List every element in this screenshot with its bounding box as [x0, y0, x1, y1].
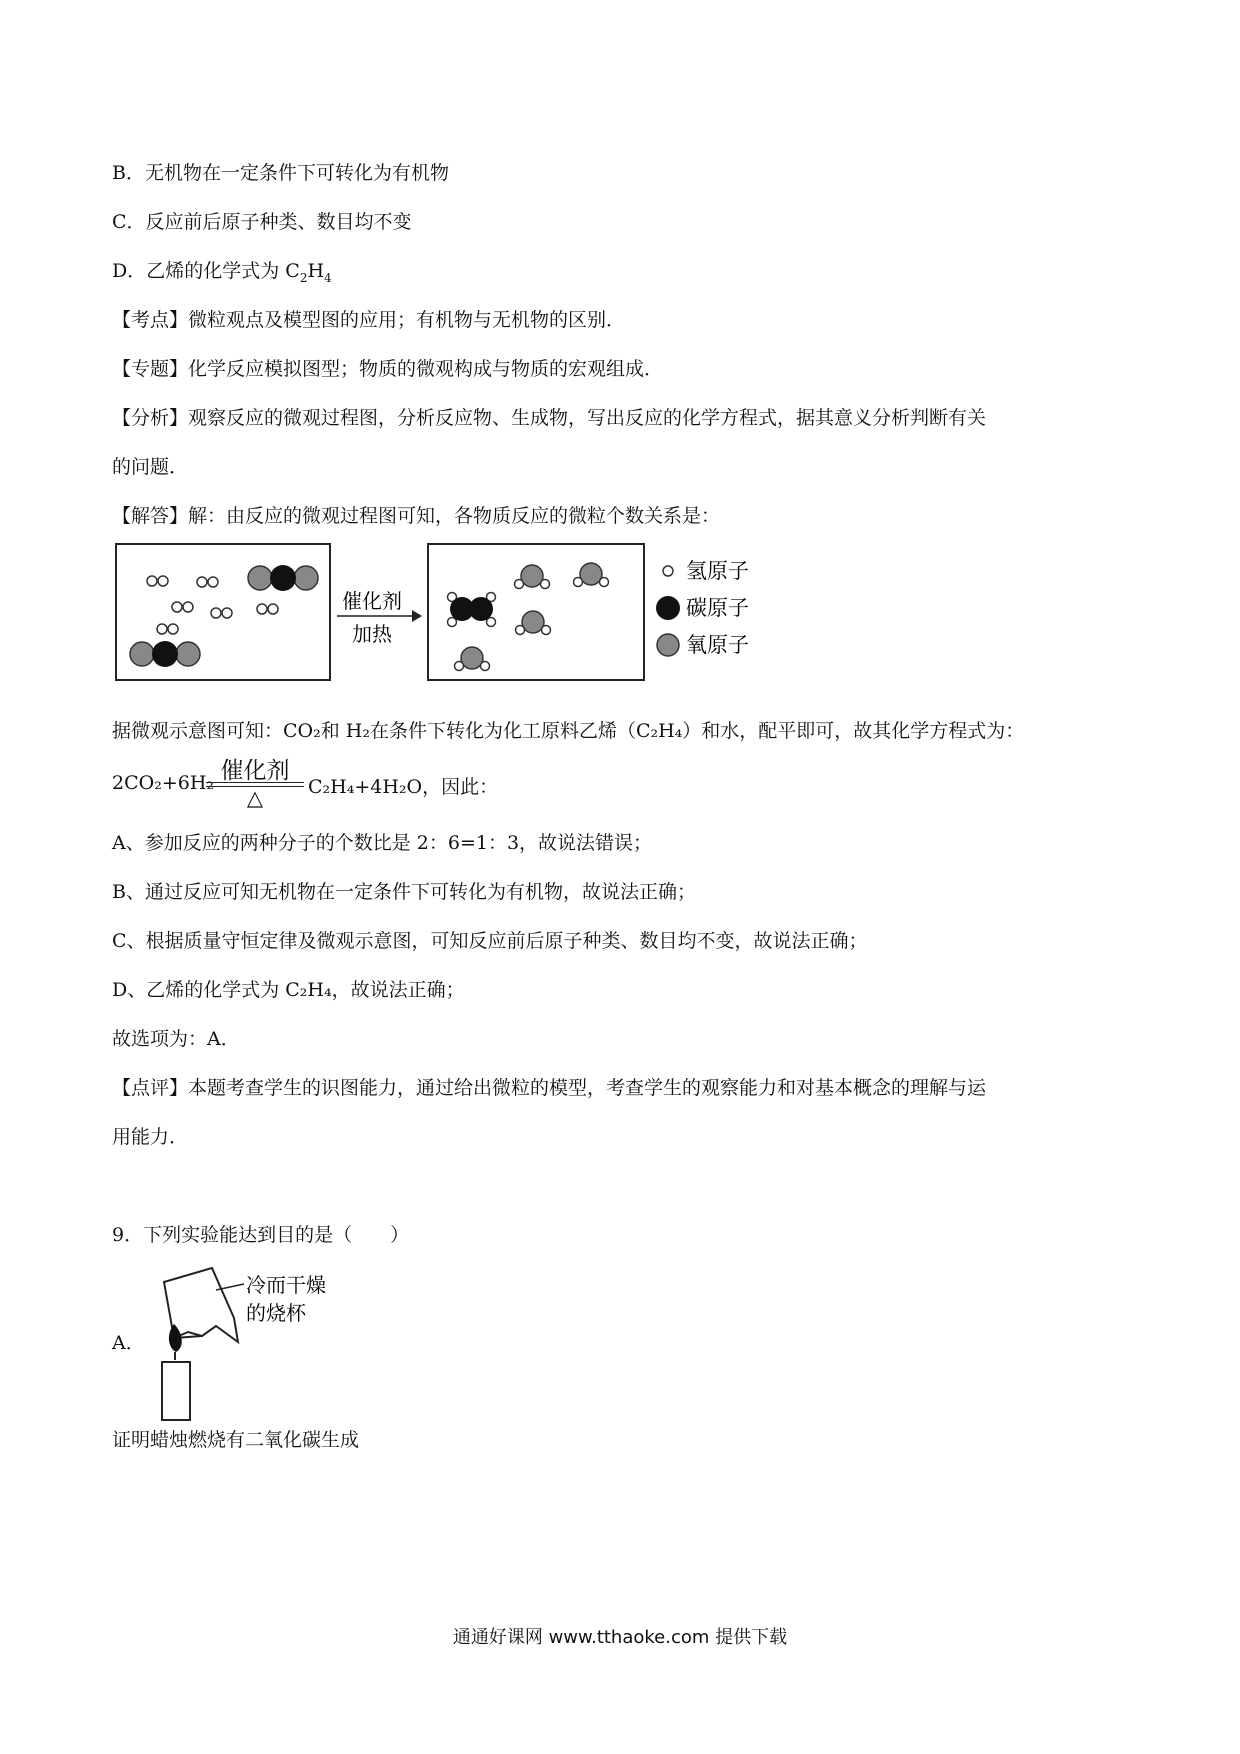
option-c: C．反应前后原子种类、数目均不变	[112, 211, 412, 233]
legend-oxygen: 氧原子	[686, 633, 749, 657]
question-9-option-a-caption: 证明蜡烛燃烧有二氧化碳生成	[112, 1429, 360, 1451]
candle-beaker-figure	[144, 1262, 344, 1422]
beaker-label-1: 冷而干燥	[246, 1273, 326, 1297]
page-footer: 通通好课网 www.tthaoke.com 提供下载	[452, 1627, 788, 1648]
option-d-sub1: 2	[299, 270, 308, 285]
ju-line: 据微观示意图可知：CO₂和 H₂在条件下转化为化工原料乙烯（C₂H₄）和水，配平即可，故其化学方程式为：	[112, 720, 1025, 742]
arrow-condition-bottom: 加热	[352, 622, 392, 646]
explain-a: A、参加反应的两种分子的个数比是 2：6=1：3，故说法错误；	[112, 832, 653, 854]
equation-bar-1	[206, 782, 304, 783]
legend-hydrogen: 氢原子	[686, 559, 749, 583]
option-d	[112, 258, 332, 291]
fenxi-line-1: 【分析】观察反应的微观过程图，分析反应物、生成物，写出反应的化学方程式，据其意义分析判断有关	[112, 407, 987, 429]
answer: 故选项为：A．	[112, 1028, 240, 1050]
beaker-label-2: 的烧杯	[246, 1301, 306, 1325]
flame-icon	[169, 1324, 182, 1352]
explain-c: C、根据质量守恒定律及微观示意图，可知反应前后原子种类、数目均不变，故说法正确；	[112, 930, 868, 952]
explain-b: B、通过反应可知无机物在一定条件下可转化为有机物，故说法正确；	[112, 881, 696, 903]
question-9-option-a-label: A．	[112, 1332, 145, 1354]
legend-carbon: 碳原子	[686, 596, 749, 620]
arrow-condition-top: 催化剂	[342, 589, 402, 613]
option-d-text: D．乙烯的化学式为 C	[112, 260, 300, 282]
reaction-diagram	[112, 538, 762, 686]
option-d-sub2: 4	[324, 270, 332, 285]
explain-d: D、乙烯的化学式为 C₂H₄，故说法正确；	[112, 979, 465, 1001]
equation-right: C₂H₄+4H₂O，因此：	[308, 776, 499, 798]
option-b: B．无机物在一定条件下可转化为有机物	[112, 162, 449, 184]
question-9: 9．下列实验能达到目的是（ ）	[112, 1224, 410, 1246]
jieda: 【解答】解：由反应的微观过程图可知，各物质反应的微粒个数关系是：	[112, 505, 721, 527]
dianping-line-2: 用能力．	[112, 1126, 189, 1148]
zhuanti: 【专题】化学反应模拟图型；物质的微观构成与物质的宏观组成．	[112, 358, 664, 380]
equation-condition-top: 催化剂	[220, 758, 290, 784]
kaodian: 【考点】微粒观点及模型图的应用；有机物与无机物的区别．	[112, 309, 626, 331]
dianping-line-1: 【点评】本题考查学生的识图能力，通过给出微粒的模型，考查学生的观察能力和对基本概念的理解与运	[112, 1077, 987, 1099]
equation-left: 2CO₂+6H₂	[112, 772, 215, 794]
option-d-h: H	[307, 260, 325, 282]
candle-icon	[162, 1362, 190, 1420]
equation-condition-bottom: △	[246, 786, 264, 810]
fenxi-line-2: 的问题．	[112, 456, 189, 478]
